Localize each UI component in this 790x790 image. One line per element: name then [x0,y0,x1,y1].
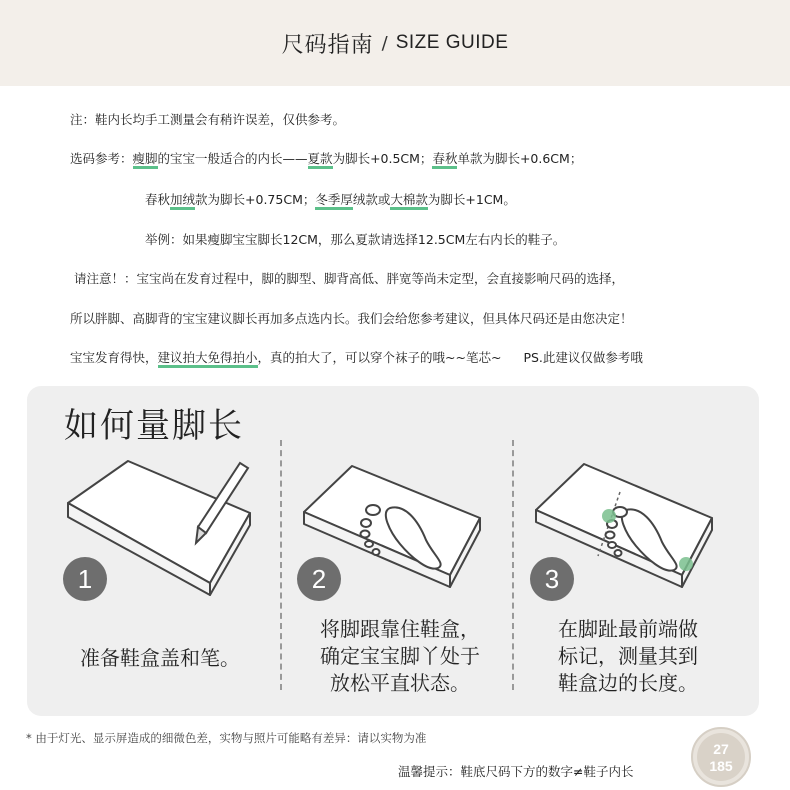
note-attention: 请注意！：宝宝尚在发育过程中，脚的脚型、脚背高低、胖宽等尚未定型，会直接影响尺码的选择， [74,271,625,286]
highlight-text: 冬季厚 [315,192,353,210]
note-example: 举例：如果瘦脚宝宝脚长12CM，那么夏款请选择12.5CM左右内长的鞋子。 [145,232,566,247]
step-3-text [528,616,728,697]
edge-marker [679,557,693,571]
note-text: 为脚长+1CM。 [427,192,516,207]
note-measurement: 注：鞋内长均手工测量会有稍许误差，仅供参考。 [70,112,346,127]
color-disclaimer: * 由于灯光、显示屏造成的细微色差，实物与照片可能略有差异：请以实物为准 [26,731,427,745]
note-text: 春秋 [145,192,171,207]
step-text-line: 在脚趾最前端做 [558,617,698,641]
note-size-reference [70,149,582,167]
step-2-text [295,616,505,697]
toe-marker [602,509,616,523]
step-text-line: 标记，测量其到 [558,644,698,668]
page-title: 尺码指南 [281,32,374,58]
highlight-text: 建议拍大免得拍小 [158,350,258,368]
step-number: 2 [297,557,341,601]
highlight-text: 瘦脚 [133,151,158,169]
measure-title: 如何量脚长 [64,406,244,446]
title-separator: / [381,32,388,54]
note-advice: 所以胖脚、高脚背的宝宝建议脚长再加多点选内长。我们会给您参考建议，但具体尺码还是由您决定！ [70,311,633,326]
stamp-bottom-number: 185 [709,758,733,774]
step-1-text [60,645,260,672]
highlight-text: 夏款 [308,151,333,169]
note-text: 宝宝发育得快， [70,350,158,365]
step-text-line: 确定宝宝脚丫处于 [320,644,480,668]
step-text-line: 将脚跟靠住鞋盒， [320,617,480,641]
step-text-line: 放松平直状态。 [330,671,470,695]
step-text-line: 准备鞋盒盖和笔。 [80,646,240,670]
step-divider [280,440,282,690]
note-text: 选码参考： [70,151,133,166]
step-divider [512,440,514,690]
page-header [0,0,790,86]
step-text-line: 鞋盒边的长度。 [558,671,698,695]
stamp-top-number: 27 [713,741,729,757]
highlight-text: 加绒 [170,192,195,210]
step-number: 1 [63,557,107,601]
note-size-up [70,348,643,366]
sole-size-stamp-image [690,726,752,788]
size-tip: 温馨提示：鞋底尺码下方的数字≠鞋子内长 [398,764,634,779]
step-number: 3 [530,557,574,601]
note-text: 为脚长+0.5CM； [332,151,433,166]
note-winter-reference [145,190,516,208]
highlight-text: 大棉款 [390,192,428,210]
page-title-en: SIZE GUIDE [395,32,509,53]
note-text: 绒款或 [352,192,391,207]
note-text: 款为脚长+0.75CM； [195,192,316,207]
note-ps: PS.此建议仅做参考哦 [523,350,643,365]
note-text: 的宝宝一般适合的内长—— [157,151,308,166]
note-text: ，真的拍大了，可以穿个袜子的哦~~笔芯~ [257,350,502,365]
note-text: 单款为脚长+0.6CM； [457,151,583,166]
highlight-text: 春秋 [432,151,457,169]
